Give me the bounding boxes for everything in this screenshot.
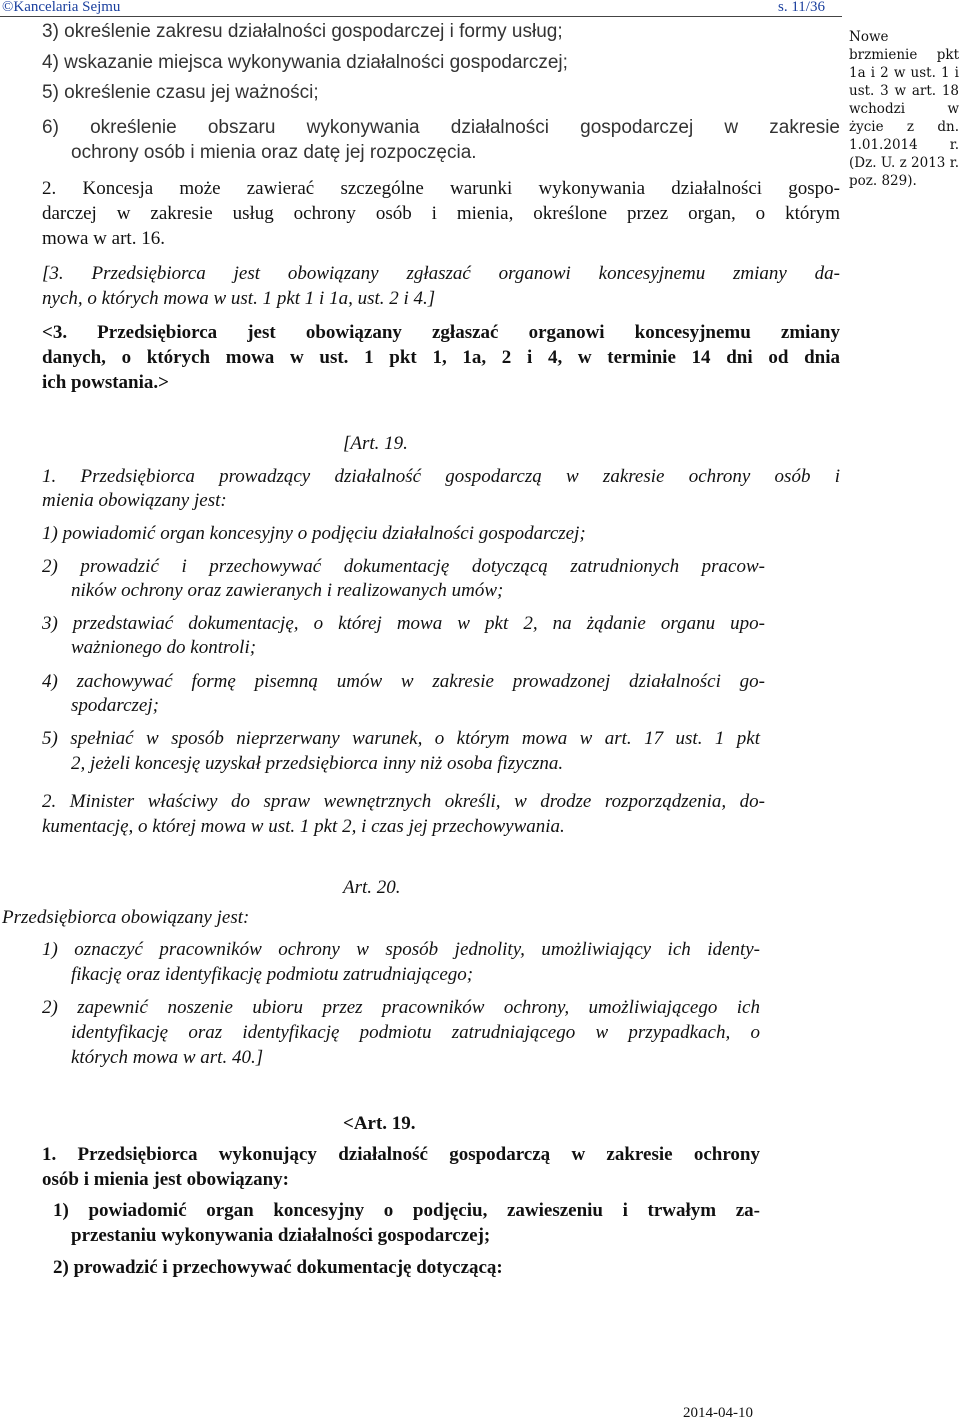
paragraph-line: [3. Przedsiębiorca jest obowiązany zgłaszać organowi koncesyjnemu zmiany da-	[42, 263, 840, 284]
paragraph-line: <3. Przedsiębiorca jest obowiązany zgłaszać organowi koncesyjnemu zmiany	[42, 322, 840, 343]
margin-note: Nowe brzmienie pkt 1a i 2 w ust. 1 i ust. 3 w art. 18 wchodzi w życie z dn. 1.01.2014 r. (Dz. U. z 2013 r. poz. 829).	[849, 29, 959, 189]
list-item: 2, jeżeli koncesję uzyskał przedsiębiorca inny niż osoba fizyczna.	[71, 753, 564, 774]
list-item: spodarczej;	[71, 695, 159, 716]
paragraph-line: 2. Koncesja może zawierać szczególne warunki wykonywania działalności gospo-	[42, 178, 840, 199]
list-item: 4) wskazanie miejsca wykonywania działalności gospodarczej;	[42, 52, 568, 73]
page-header	[0, 0, 842, 17]
list-item: ochrony osób i mienia oraz datę jej rozpoczęcia.	[71, 142, 477, 163]
paragraph-line: kumentację, o której mowa w ust. 1 pkt 2, i czas jej przechowywania.	[42, 816, 565, 837]
footer-date: 2014-04-10	[683, 1405, 753, 1421]
list-item: 2) prowadzić i przechowywać dokumentację dotyczącą zatrudnionych pracow-	[42, 556, 765, 577]
article-heading: [Art. 19.	[343, 433, 408, 454]
paragraph-line: nych, o których mowa w ust. 1 pkt 1 i 1a, ust. 2 i 4.]	[42, 288, 436, 309]
list-item: 5) spełniać w sposób nieprzerwany warunek, o którym mowa w art. 17 ust. 1 pkt	[42, 728, 760, 749]
list-item: 1) powiadomić organ koncesyjny o podjęciu, zawieszeniu i trwałym za-	[53, 1200, 760, 1221]
paragraph-line: 1. Przedsiębiorca prowadzący działalność gospodarczą w zakresie ochrony osób i	[42, 466, 840, 487]
page-indicator: s. 11/36	[778, 0, 825, 15]
list-item: 4) zachowywać formę pisemną umów w zakresie prowadzonej działalności go-	[42, 671, 765, 692]
list-item: 1) oznaczyć pracowników ochrony w sposób jednolity, umożliwiający ich identy-	[42, 939, 760, 960]
paragraph-line: darczej w zakresie usług ochrony osób i mienia, określone przez organ, o którym	[42, 203, 840, 224]
list-item: 6) określenie obszaru wykonywania działalności gospodarczej w zakresie	[42, 117, 840, 138]
list-item: 1) powiadomić organ koncesyjny o podjęciu działalności gospodarczej;	[42, 523, 586, 544]
list-item: identyfikację oraz identyfikację podmiotu zatrudniającego w przypadkach, o	[71, 1022, 760, 1043]
list-item: fikację oraz identyfikację podmiotu zatrudniającego;	[71, 964, 474, 985]
list-item: ważnionego do kontroli;	[71, 637, 257, 658]
list-item: 2) zapewnić noszenie ubioru przez pracowników ochrony, umożliwiającego ich	[42, 997, 760, 1018]
source-label: ©Kancelaria Sejmu	[2, 0, 121, 15]
paragraph-line: Przedsiębiorca obowiązany jest:	[2, 907, 250, 928]
list-item: ników ochrony oraz zawieranych i realizowanych umów;	[71, 580, 504, 601]
paragraph-line: mowa w art. 16.	[42, 228, 165, 249]
list-item: przestaniu wykonywania działalności gospodarczej;	[71, 1225, 491, 1246]
article-heading: <Art. 19.	[343, 1113, 416, 1134]
paragraph-line: mienia obowiązany jest:	[42, 490, 227, 511]
list-item: 2) prowadzić i przechowywać dokumentację dotyczącą:	[53, 1257, 503, 1278]
paragraph-line: 2. Minister właściwy do spraw wewnętrznych określi, w drodze rozporządzenia, do-	[42, 791, 765, 812]
paragraph-line: danych, o których mowa w ust. 1 pkt 1, 1a, 2 i 4, w terminie 14 dni od dnia	[42, 347, 840, 368]
list-item: 5) określenie czasu jej ważności;	[42, 82, 319, 103]
paragraph-line: 1. Przedsiębiorca wykonujący działalność gospodarczą w zakresie ochrony	[42, 1144, 760, 1165]
article-heading: Art. 20.	[343, 877, 401, 898]
list-item: 3) określenie zakresu działalności gospodarczej i formy usług;	[42, 21, 563, 42]
paragraph-line: osób i mienia jest obowiązany:	[42, 1169, 289, 1190]
list-item: których mowa w art. 40.]	[71, 1047, 264, 1068]
list-item: 3) przedstawiać dokumentację, o której mowa w pkt 2, na żądanie organu upo-	[42, 613, 765, 634]
paragraph-line: ich powstania.>	[42, 372, 169, 393]
